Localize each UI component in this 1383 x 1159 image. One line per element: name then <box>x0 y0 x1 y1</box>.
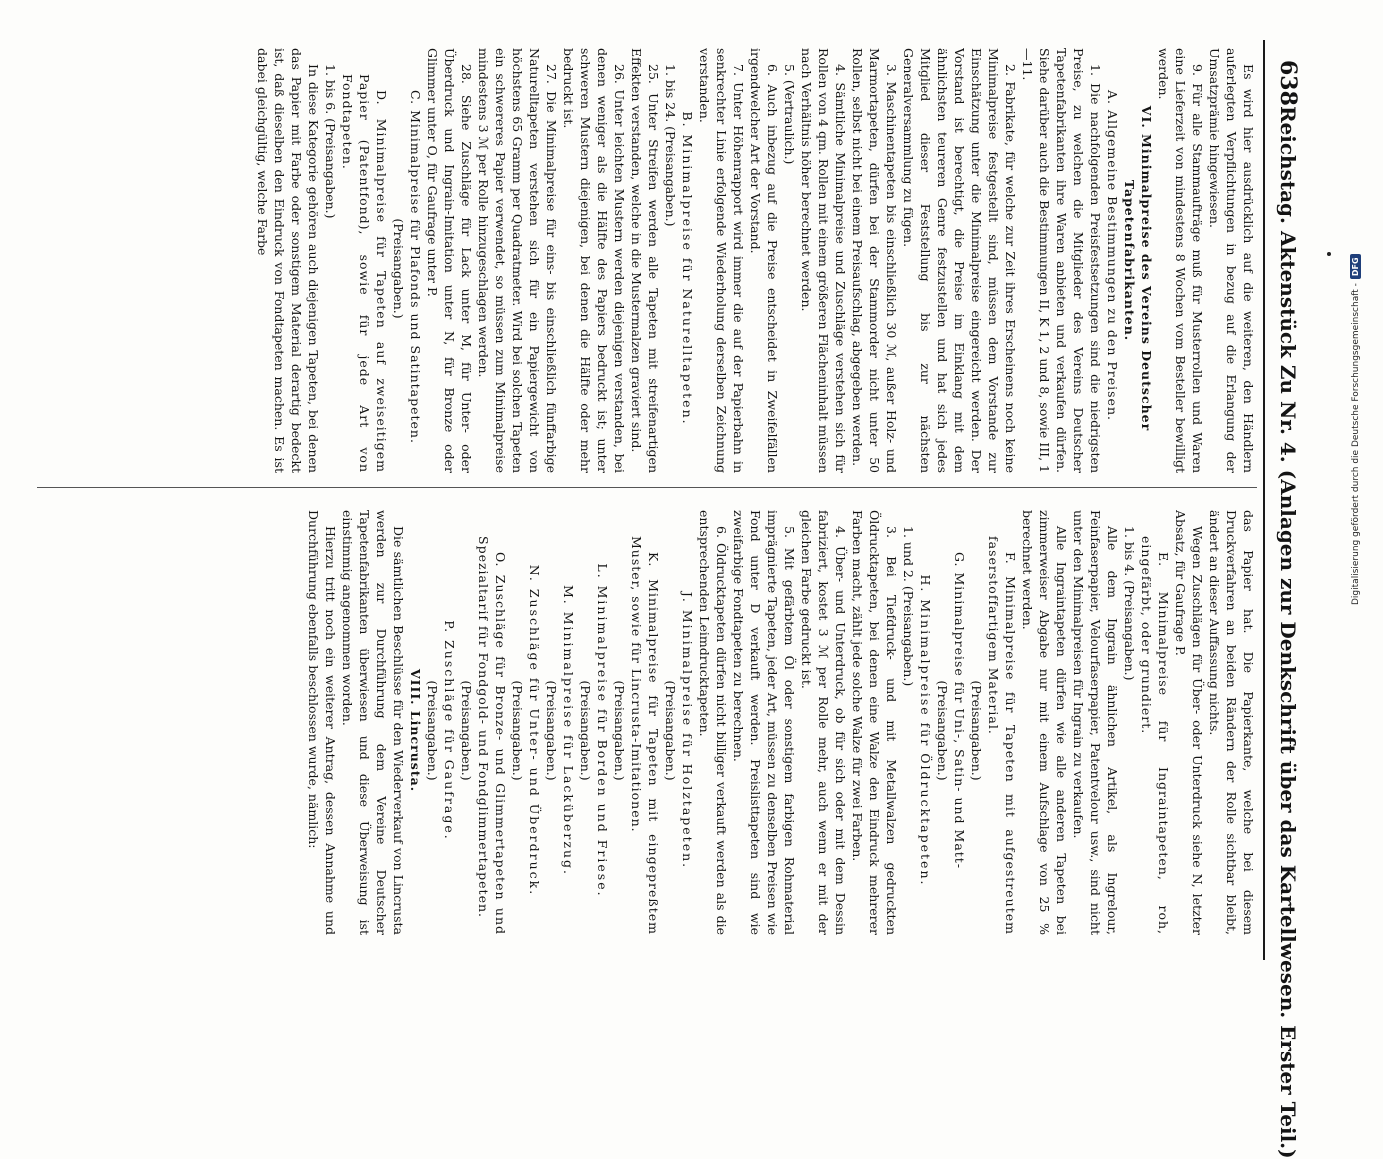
paragraph: 25. Unter Streifen werden alle Tapeten mit streifenartigen Effekten verstanden, welche in die Mustermalzen graviert sind. <box>629 48 661 473</box>
paragraph: 3. Bei Tiefdruck- und mit Metallwalzen gedruckten Öldrucktapeten, bei denen eine Walze den Eindruck mehrerer Farben macht, zählt jede solche Walze für zwei Farben. <box>850 510 899 935</box>
paragraph: 28. Siehe Zuschläge für Lack unter M, für Unter- oder Überdruck und Ingrain-Imitation unter N, für Bronze oder Glimmer unter O, für Gaufrage unter P. <box>425 48 474 473</box>
paragraph: Alle dem Ingrain ähnlichen Artikel, als Ingrelour, Feinfaserpapier, Velourfaserpapier, Patentvelour usw., sind nicht unter den Minimalpreisen für Ingrain zu verkaufen. <box>1071 510 1120 935</box>
subsection-heading: A. Allgemeine Bestimmungen zu den Preisen. <box>1105 90 1120 421</box>
paragraph: 4. Sämtliche Minimalpreise und Zuschläge verstehen sich für Rollen von 4 qm. Rollen mit einem größeren Flächeninhalt müssen nach Verhältnis höher berechnet werden. <box>799 48 848 473</box>
section-heading: VIII. Lincrusta. <box>408 668 423 793</box>
section-heading: N. Zuschläge für Unter- und Überdruck. <box>527 564 542 897</box>
section-heading: H. Minimalpreise für Öldrucktapeten. <box>918 574 933 887</box>
paragraph: Die sämtlichen Beschlüsse für den Wiederverkauf von Lincrusta werden zur Durchführung dem Vereine Deutscher Tapetenfabrikanten überwiesen und diese Überweisung ist einstimmig angenommen worden. <box>340 510 406 935</box>
paragraph: 5. (Vertraulich.) <box>782 64 797 165</box>
paragraph: 2. Fabrikate, für welche zur Zeit ihres Erscheinens noch keine Minimalpreise festgestellt sind, müssen dem Vorstande zur Einschätzung unter die Minimalpreise eingereicht werden. Der Vorstand ist berechtigt, die Preise im Einklang mit dem ähnlichsten teureren Genre festzustellen und hat sich jedes Mitglied dieser Feststellung bis zur nächsten Generalversammlung zu fügen. <box>901 48 1018 473</box>
paragraph: (Preisangaben.) <box>935 680 950 781</box>
subsection-heading: K. Minimalpreise für Tapeten mit eingepreßtem Muster, sowie für Lincrusta-Imitationen. <box>629 536 661 935</box>
paragraph: 27. Die Minimalpreise für eins- bis einschließlich fünffarbige Naturelltapeten verstehen sich für ein Papiergewicht von höchstens 65 Gramm per Quadratmeter. Wird bei solchen Tapeten ein schwereres Papier verwendet, so müssen zum Minimalpreise mindestens 3 ℳ per Rolle hinzugeschlagen werden. <box>476 48 559 473</box>
subsection-heading: E. Minimalpreise für Ingraintapeten, roh, eingefärbt, oder grundiert. <box>1139 536 1171 935</box>
header-rule <box>1263 40 1265 960</box>
paragraph: 1. bis 4. (Preisangaben.) <box>1122 526 1137 681</box>
subsection-heading: F. Minimalpreise für Tapeten mit aufgestreutem faserstoffartigem Material. <box>986 536 1018 935</box>
section-heading: M. Minimalpreise für Lacküberzug. <box>561 584 576 877</box>
paragraph: Wegen Zuschlägen für Über- oder Unterdruck siehe N, letzter Absatz, für Gaufrage P. <box>1173 510 1205 935</box>
running-header <box>1265 60 1301 1159</box>
paragraph: 6. Auch inbezug auf die Preise entscheidet in Zweifelfällen irgendwelcher Art der Vorstand. <box>748 48 780 473</box>
section-heading: J. Minimalpreise für Holztapeten. <box>680 591 695 870</box>
paragraph: (Preisangaben.) <box>612 680 627 781</box>
paragraph: 5. Mit gefärbtem Öl oder sonstigem farbigen Rohmaterial imprägnierte Tapeten, jeder Art, müssen zu denselben Preisen wie Fond unter D verkauft werden. Preislisttapeten sind wie zweifarbige Fondtapeten zu berechnen. <box>731 510 797 935</box>
paragraph: (Preisangaben.) <box>663 680 678 781</box>
paragraph: das Papier hat. Die Papierkante, welche bei diesem Druckverfahren an beiden Rändern der Rolle sichtbar bleibt, ändert an dieser Auffassung nichts. <box>1207 510 1256 935</box>
paragraph: 1. bis 24. (Preisangaben.) <box>663 64 678 227</box>
paragraph: 1. bis 6. (Preisangaben.) <box>323 64 338 219</box>
paragraph: 1. Die nachfolgenden Preisfestsetzungen sind die niedrigsten Preise, zu welchen die Mitglieder des Vereins Deutscher Tapetenfabrikanten ihre Waren anbieten und verkaufen dürfen. Siehe darüber auch die Bestimmungen II, K 1, 2 und 8, sowie III, 1—11. <box>1020 48 1103 473</box>
paragraph: (Preisangaben.) <box>459 680 474 781</box>
paragraph: In diese Kategorie gehören auch diejenigen Tapeten, bei denen das Papier mit Farbe oder sonstigem Material derartig bedeckt ist, daß dieselben den Eindruck von Fondtapeten machen. Es ist dabei gleichgültig, welche Farbe <box>255 48 321 473</box>
subsection-heading: O. Zuschläge für Bronze- und Glimmertapeten und Spezialtarif für Fondgold- und Fondglimmertapeten. <box>476 536 508 935</box>
subsection-heading: G. Minimalpreise für Uni-, Satin- und Matt- <box>952 552 967 870</box>
paragraph: 26. Unter leichten Mustern werden diejenigen verstanden, bei denen weniger als die Hälfte des Papiers bedruckt ist; unter schweren Mustern diejenigen, bei denen die Hälfte oder mehr bedruckt ist. <box>561 48 627 473</box>
paragraph: (Preisangaben.) <box>578 680 593 781</box>
paragraph: (Preisangaben.) <box>544 680 559 781</box>
digitization-credit <box>1350 215 1361 605</box>
paragraph: Hierzu tritt noch ein weiterer Antrag, dessen Annahme und Durchführung ebenfalls beschlossen wurde, nämlich: <box>306 510 338 935</box>
page-number: 638 <box>1275 60 1301 106</box>
paragraph: 1. und 2. (Preisangaben.) <box>901 526 916 687</box>
column-divider <box>37 487 1257 488</box>
paragraph: (Preisangaben.) <box>969 680 984 781</box>
paragraph: (Preisangaben.) <box>510 680 525 781</box>
dfg-logo: DFG <box>1350 254 1361 279</box>
paragraph: Es wird hier ausdrücklich auf die weiteren, den Händlern auferlegten Verpflichtungen in bezug auf die Erlangung der Umsatzprämie hingewiesen. <box>1207 48 1256 473</box>
section-heading: VI. Minimalpreise des Vereins Deutscher Tapetenfabrikanten. <box>1122 105 1154 432</box>
paragraph: 9. Für alle Stammaufträge muß für Musterrollen und Waren eine Lieferzeit von mindestens 8 Wochen vom Besteller bewilligt werden. <box>1156 48 1205 473</box>
left-column <box>37 48 1257 473</box>
right-column <box>37 510 1257 935</box>
credit-text: Digitalisierung gefördert durch die Deutsche Forschungsgemeinschaft - <box>1350 283 1361 605</box>
section-heading: L. Minimalpreise für Borden und Friese. <box>595 563 610 898</box>
subsection-heading: D. Minimalpreise für Tapeten auf zweiseitigem Papier (Patentfond), sowie für jede Art von Fondtapeten. <box>340 74 389 473</box>
subsection-heading: C. Minimalpreise für Plafonds und Satintapeten. <box>408 90 423 444</box>
paragraph: (Preisangaben.) <box>391 218 406 319</box>
section-heading: B. Minimalpreise für Naturelltapeten. <box>680 111 695 426</box>
section-heading: P. Zuschläge für Gaufrage. <box>442 620 457 841</box>
paragraph: 6. Öldrucktapeten dürfen nicht billiger verkauft werden als die entsprechenden Leimdrucktapeten. <box>697 510 729 935</box>
margin-mark <box>1327 252 1331 256</box>
header-title: Reichstag. Aktenstück Zu Nr. 4. (Anlagen zur Denkschrift über das Kartellwesen. Erster Teil.) <box>1276 105 1300 1159</box>
paragraph: Alle Ingraintapeten dürfen wie alle anderen Tapeten bei zimmerweiser Abgabe nur mit einem Aufschlage von 25 % berechnet werden. <box>1020 510 1069 935</box>
paragraph: 4. Über- und Unterdruck, ob für sich oder mit dem Dessin fabriziert, kostet 3 ℳ per Rolle mehr, auch wenn er mit der gleichen Farbe gedruckt ist. <box>799 510 848 935</box>
paragraph: 7. Unter Höhenrapport wird immer die auf der Papierbahn in senkrechter Linie erfolgende Wiederholung derselben Zeichnung verstanden. <box>697 48 746 473</box>
paragraph: 3. Maschinentapeten bis einschließlich 30 ℳ, außer Holz- und Marmortapeten, dürfen bei der Stammorder nicht unter 50 Rollen, selbst nicht bei einem Preisaufschlag, abgegeben werden. <box>850 48 899 473</box>
paragraph: (Preisangaben.) <box>425 680 440 781</box>
